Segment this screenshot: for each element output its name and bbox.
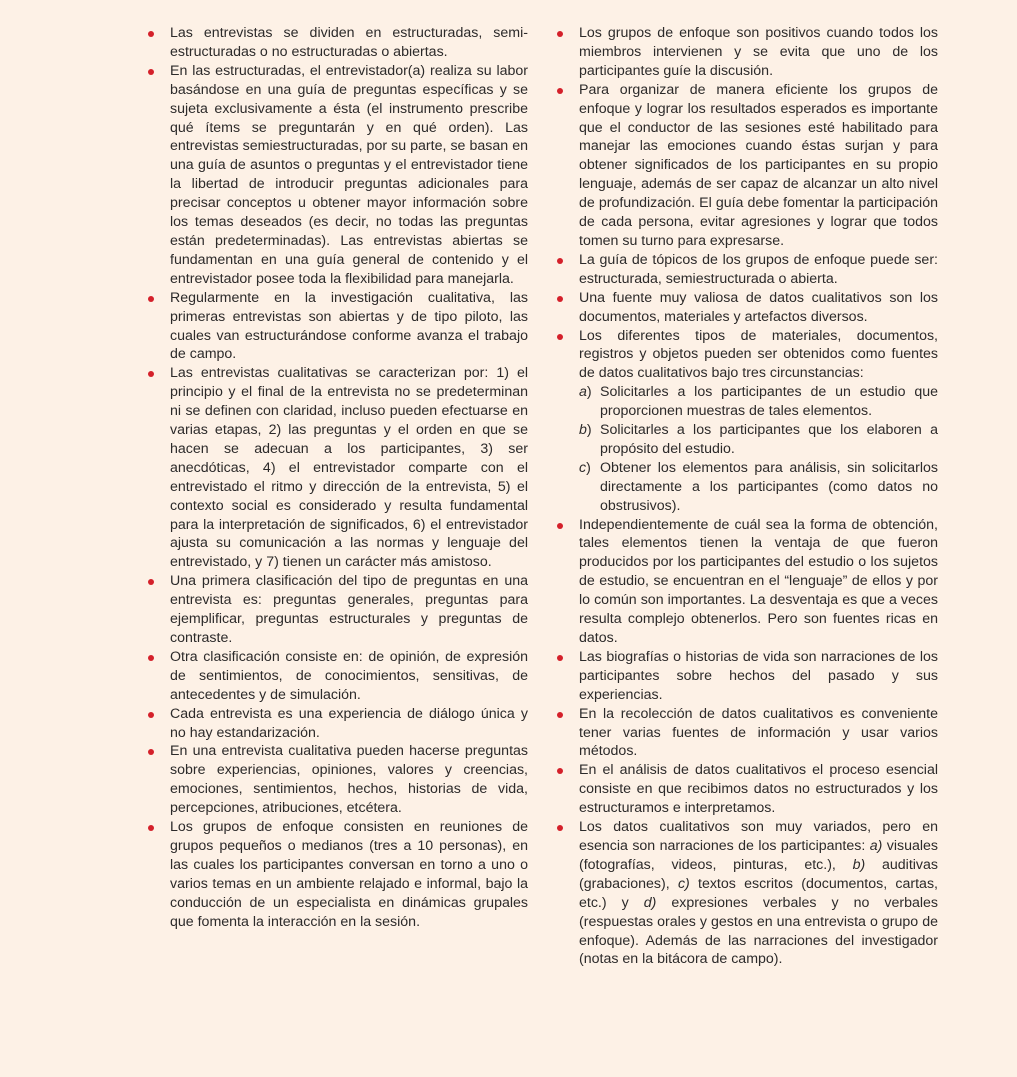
- list-item: [148, 364, 528, 572]
- sublist-item-b: [579, 421, 938, 459]
- list-item: [148, 818, 528, 931]
- list-item-text: En una entrevista cualitativa pueden hacerse preguntas sobre experiencias, opiniones, valores y creencias, emociones, sentimientos, hechos, historias de vida, percepciones, atribuciones, etcétera.: [170, 743, 528, 817]
- list-item: [148, 24, 528, 62]
- list-item-text: Los diferentes tipos de materiales, documentos, registros y objetos pueden ser obtenidos como fuentes de datos cualitativos bajo tres circunstancias:: [579, 327, 938, 382]
- sublist-item-text: Solicitarles a los participantes de un estudio que proporcionen muestras de tales elementos.: [600, 384, 938, 420]
- bullet-icon: [148, 749, 154, 755]
- bullet-icon: [148, 712, 154, 718]
- list-item: [148, 289, 528, 365]
- list-item-text: Los datos cualitativos son muy variados, pero en esencia son narraciones de los participantes: a) visuales (fotografías, videos, pinturas, etc.), b) auditivas (grabaciones), c) textos escritos (documentos, cartas, etc.) y d) expresiones verbales y no verbales (respuestas orales y gestos en una entrevista o grupo de enfoque). Además de las narraciones del investigador (notas en la bitácora de campo).: [579, 819, 938, 968]
- list-item-text: En el análisis de datos cualitativos el proceso esencial consiste en que recibimos datos no estructurados y los estructuramos e interpretamos.: [579, 762, 938, 817]
- bullet-icon: [557, 712, 563, 718]
- list-item-text: La guía de tópicos de los grupos de enfoque puede ser: estructurada, semiestructurada o abierta.: [579, 251, 938, 287]
- bullet-icon: [148, 655, 154, 661]
- bullet-icon: [557, 523, 563, 529]
- left-column: [148, 24, 528, 932]
- bullet-icon: [148, 825, 154, 831]
- right-bullet-list: [557, 24, 938, 969]
- list-item: [148, 742, 528, 818]
- list-item-text: Independientemente de cuál sea la forma de obtención, tales elementos tienen la ventaja de que fueron producidos por los participantes del estudio o los sujetos de estudio, se encuentran en el “lenguaje” de ellos y por lo común son importantes. La desventaja es que a veces resulta complejo obtenerlos. Pero son fuentes ricas en datos.: [579, 516, 938, 646]
- left-bullet-list: [148, 24, 528, 932]
- list-item: [557, 516, 938, 648]
- list-item-text: En las estructuradas, el entrevistador(a) realiza su labor basándose en una guía de preguntas específicas y se sujeta exclusivamente a ésta (el instrumento prescribe qué ítems se preguntarán y en qué orden). Las entrevistas semiestructuradas, por su parte, se basan en una guía de asuntos o preguntas y el entrevistador tiene la libertad de introducir preguntas adicionales para precisar conceptos u obtener mayor información sobre los temas deseados (es decir, no todas las preguntas están predeterminadas). Las entrevistas abiertas se fundamentan en una guía general de contenido y el entrevistador posee toda la flexibilidad para manejarla.: [170, 62, 528, 287]
- bullet-icon: [557, 258, 563, 264]
- list-item-text: Otra clasificación consiste en: de opinión, de expresión de sentimientos, de conocimientos, sensitivas, de antecedentes y de simulación.: [170, 648, 528, 703]
- list-item: [148, 572, 528, 648]
- inline-letter-d: d): [643, 894, 657, 911]
- bullet-icon: [148, 31, 154, 37]
- sublist-marker: b): [579, 422, 592, 439]
- sublist-marker: a): [579, 384, 592, 401]
- list-item: [148, 648, 528, 705]
- bullet-icon: [557, 334, 563, 340]
- inline-letter-b: b): [852, 856, 866, 873]
- list-item: [557, 289, 938, 327]
- circumstances-sublist: [579, 383, 938, 515]
- list-item-text: Regularmente en la investigación cualitativa, las primeras entrevistas son abiertas y de tipo piloto, las cuales van estructurándose conforme avanza el trabajo de campo.: [170, 289, 528, 363]
- list-item-text: Cada entrevista es una experiencia de diálogo única y no hay estandarización.: [170, 705, 528, 741]
- sublist-marker: c): [579, 459, 591, 476]
- list-item-text: Una fuente muy valiosa de datos cualitativos son los documentos, materiales y artefactos diversos.: [579, 289, 938, 325]
- right-column: [557, 24, 938, 969]
- bullet-icon: [148, 296, 154, 302]
- list-item: [557, 251, 938, 289]
- list-item: [557, 761, 938, 818]
- list-item-text: Una primera clasificación del tipo de preguntas en una entrevista es: preguntas generales, preguntas para ejemplificar, preguntas estructurales y preguntas de contraste.: [170, 573, 528, 646]
- list-item: [148, 62, 528, 289]
- bullet-icon: [148, 371, 154, 377]
- list-item-text: Las biografías o historias de vida son narraciones de los participantes sobre hechos del pasado y sus experiencias.: [579, 648, 938, 703]
- list-item-text: Las entrevistas se dividen en estructuradas, semiestructuradas o no estructuradas o abiertas.: [170, 25, 528, 60]
- bullet-icon: [557, 655, 563, 661]
- bullet-icon: [557, 825, 563, 831]
- bullet-icon: [148, 69, 154, 75]
- list-item: [148, 705, 528, 743]
- list-item: [557, 705, 938, 762]
- bullet-icon: [557, 31, 563, 37]
- list-item-last: [557, 818, 938, 969]
- list-item-text: Los grupos de enfoque son positivos cuando todos los miembros intervienen y se evita que uno de los participantes guíe la discusión.: [579, 25, 938, 79]
- list-item-circumstances: [557, 327, 938, 516]
- inline-letter-c: c): [677, 875, 690, 892]
- list-item: [557, 81, 938, 251]
- sublist-item-a: [579, 383, 938, 421]
- inline-letter-a: a): [869, 837, 883, 854]
- bullet-icon: [557, 768, 563, 774]
- sublist-item-text: Obtener los elementos para análisis, sin solicitarlos directamente a los participantes (como datos no obstrusivos).: [600, 459, 938, 514]
- list-item: [557, 24, 938, 81]
- list-item-text: Para organizar de manera eficiente los grupos de enfoque y lograr los resultados esperados es importante que el conductor de las sesiones esté habilitado para manejar las emociones cuando éstas surjan y para obtener significados de los participantes en su propio lenguaje, además de ser capaz de alcanzar un alto nivel de profundización. El guía debe fomentar la participación de cada persona, evitar agresiones y lograr que todos tomen su turno para expresarse.: [579, 81, 938, 249]
- list-item-text: En la recolección de datos cualitativos es conveniente tener varias fuentes de información y usar varios métodos.: [579, 705, 938, 760]
- bullet-icon: [557, 88, 563, 94]
- list-item-text: Las entrevistas cualitativas se caracterizan por: 1) el principio y el final de la entrevista no se predeterminan ni se definen con claridad, incluso pueden efectuarse en varias etapas, 2) las preguntas y el orden en que se hacen se adecuan a los participantes, 3) ser anecdóticas, 4) el entrevistador comparte con el entrevistado el ritmo y dirección de la entrevista, 5) el contexto social es considerado y resulta fundamental para la interpretación de significados, 6) el entrevistador ajusta su comunicación a las normas y lenguaje del entrevistado, y 7) tienen un carácter más amistoso.: [170, 365, 528, 571]
- list-item: [557, 648, 938, 705]
- list-item-text: Los grupos de enfoque consisten en reuniones de grupos pequeños o medianos (tres a 10 personas), en las cuales los participantes conversan en torno a uno o varios temas en un ambiente relajado e informal, bajo la conducción de un especialista en dinámicas grupales que fomenta la interacción en la sesión.: [170, 819, 528, 930]
- sublist-item-c: [579, 459, 938, 516]
- bullet-icon: [557, 296, 563, 302]
- sublist-item-text: Solicitarles a los participantes que los elaboren a propósito del estudio.: [600, 422, 938, 457]
- bullet-icon: [148, 579, 154, 585]
